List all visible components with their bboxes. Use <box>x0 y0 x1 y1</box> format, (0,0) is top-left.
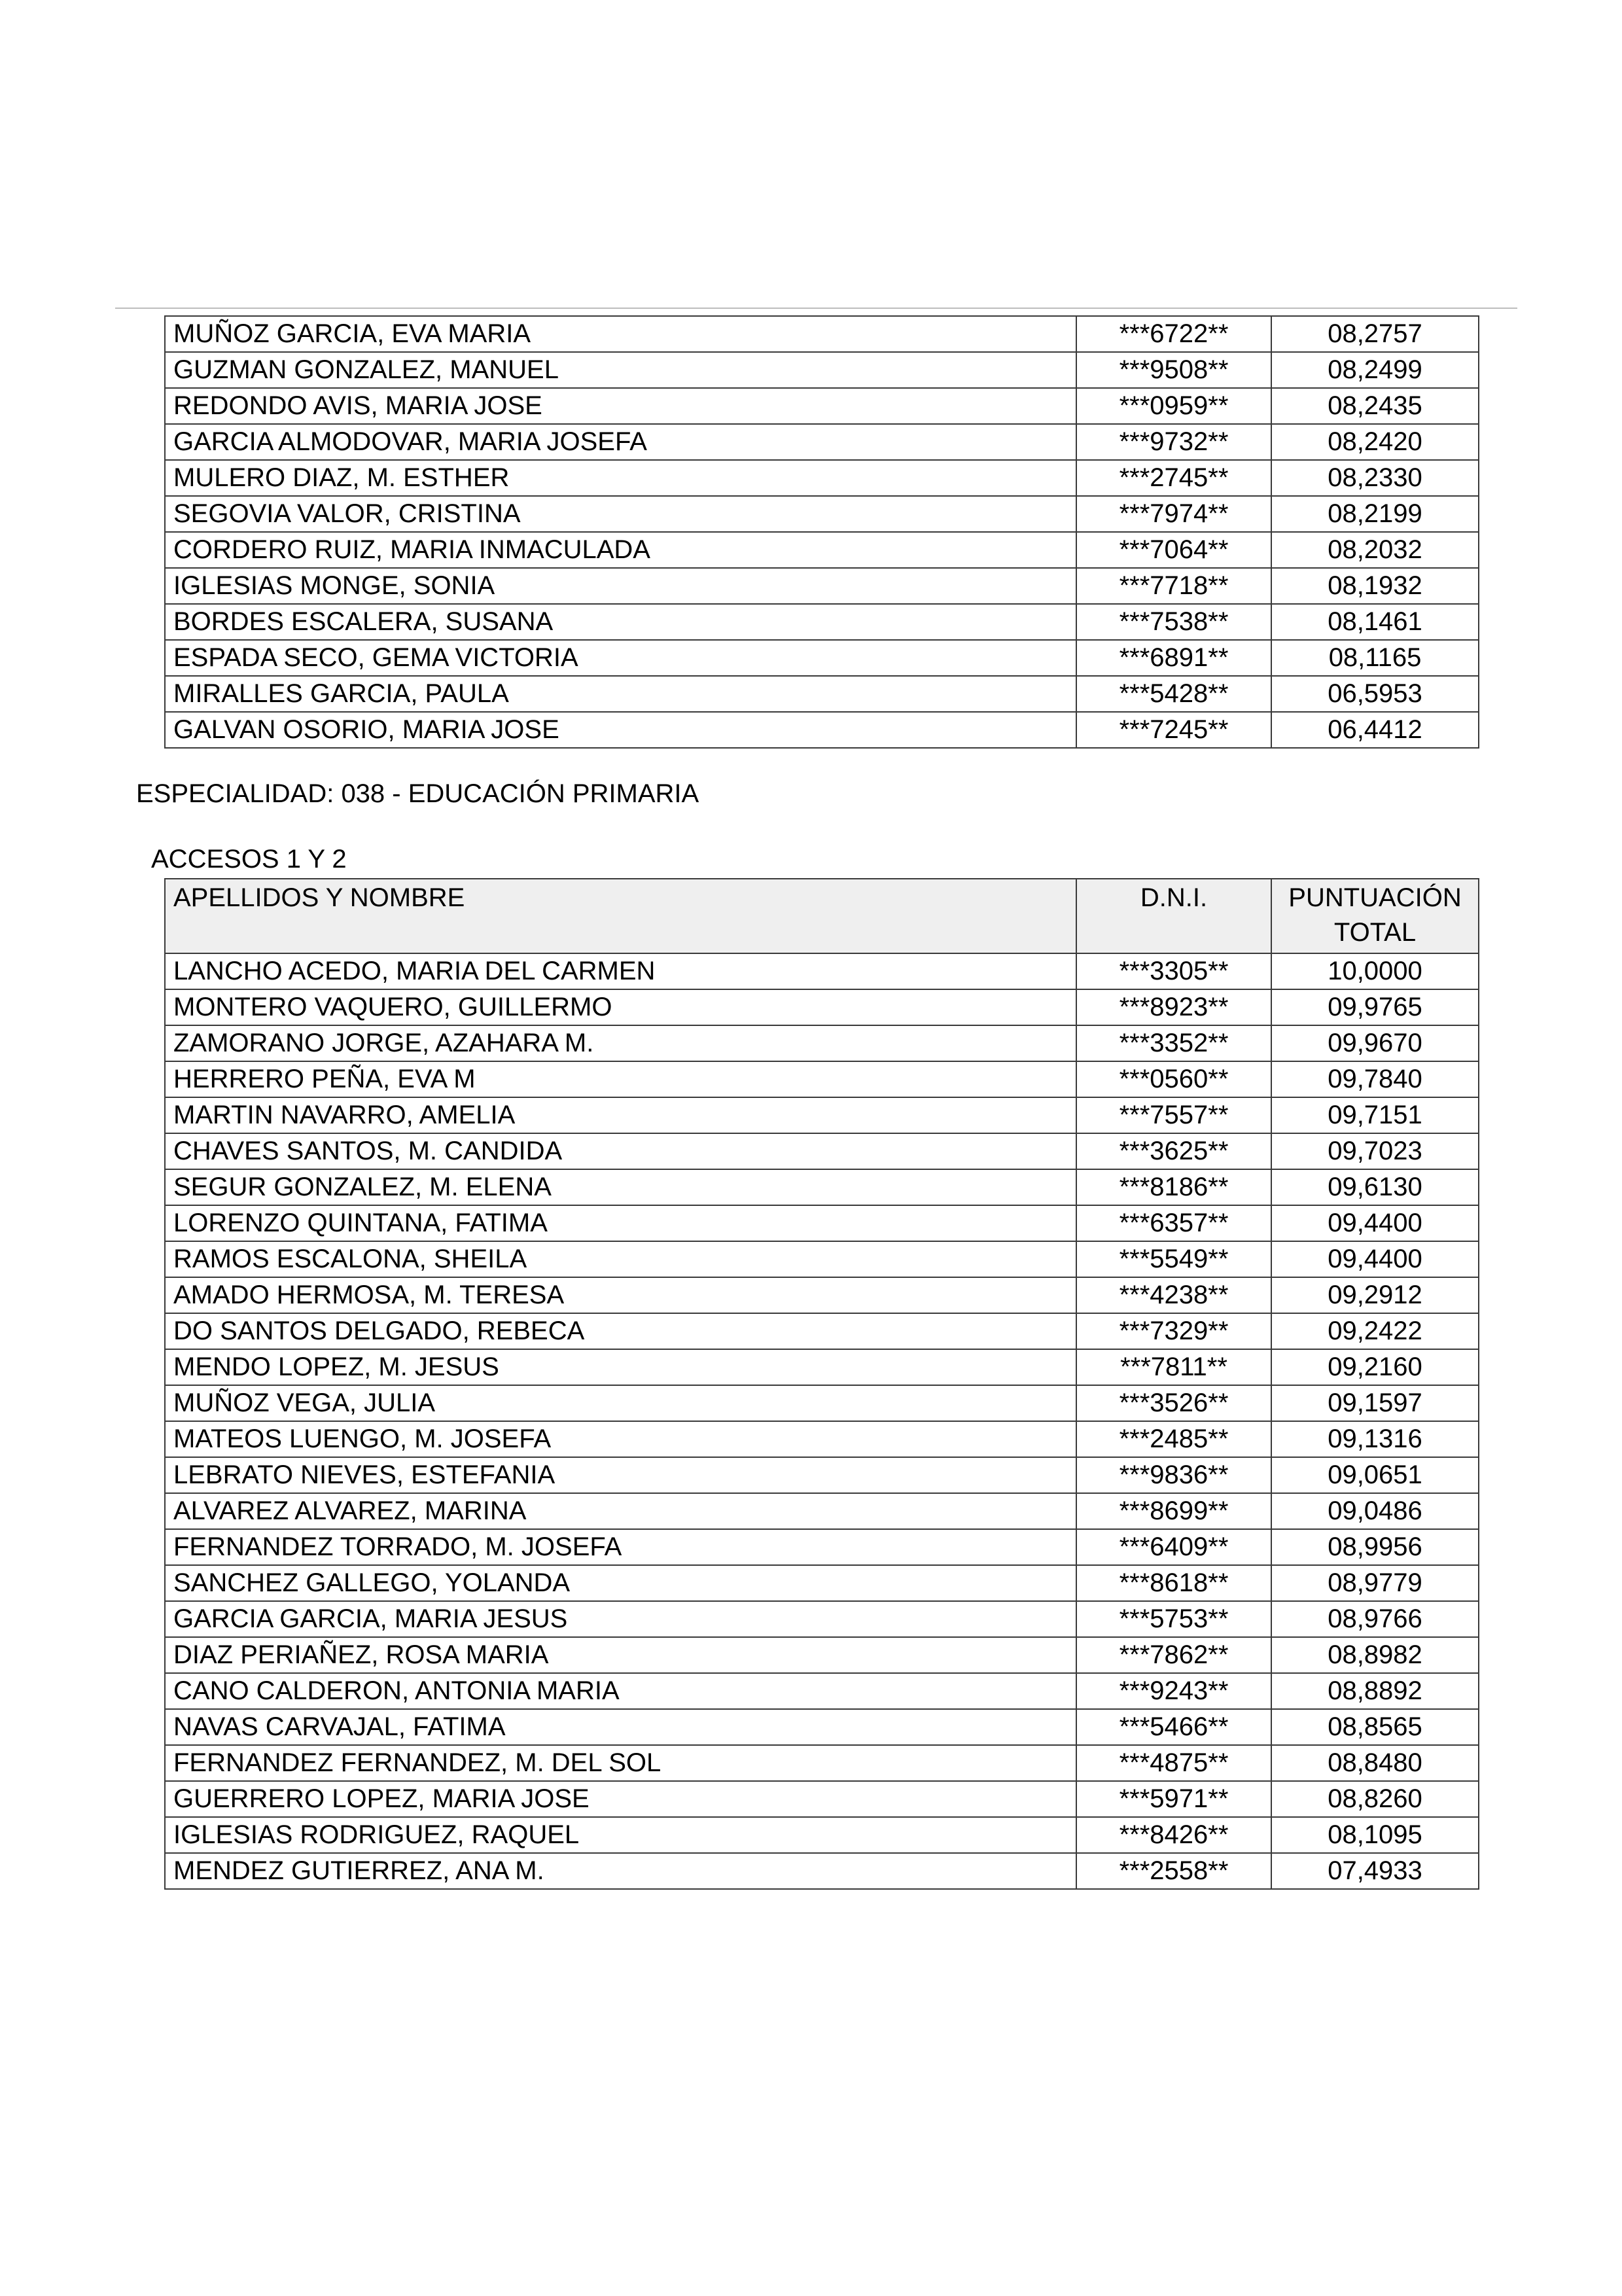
cell-dni: ***5466** <box>1076 1709 1271 1745</box>
table-row <box>165 1781 1479 1817</box>
table-row <box>165 1385 1479 1421</box>
table-row <box>165 1529 1479 1565</box>
cell-dni: ***9836** <box>1076 1457 1271 1493</box>
table-row <box>165 496 1479 532</box>
cell-name: MULERO DIAZ, M. ESTHER <box>165 460 1076 496</box>
cell-score: 09,0651 <box>1271 1457 1479 1493</box>
cell-dni: ***2745** <box>1076 460 1271 496</box>
cell-dni: ***6357** <box>1076 1205 1271 1241</box>
cell-name: DIAZ PERIAÑEZ, ROSA MARIA <box>165 1637 1076 1673</box>
cell-score: 08,2499 <box>1271 352 1479 388</box>
cell-dni: ***7811** <box>1076 1349 1271 1385</box>
cell-name: ESPADA SECO, GEMA VICTORIA <box>165 640 1076 676</box>
cell-dni: ***3526** <box>1076 1385 1271 1421</box>
cell-name: FERNANDEZ TORRADO, M. JOSEFA <box>165 1529 1076 1565</box>
cell-dni: ***5428** <box>1076 676 1271 712</box>
cell-score: 08,1932 <box>1271 568 1479 604</box>
cell-dni: ***9243** <box>1076 1673 1271 1709</box>
table-row <box>165 1061 1479 1097</box>
cell-dni: ***0959** <box>1076 388 1271 424</box>
cell-dni: ***6409** <box>1076 1529 1271 1565</box>
table-row <box>165 1745 1479 1781</box>
cell-name: MENDEZ GUTIERREZ, ANA M. <box>165 1853 1076 1889</box>
table-row <box>165 1277 1479 1313</box>
cell-name: CHAVES SANTOS, M. CANDIDA <box>165 1133 1076 1169</box>
cell-dni: ***0560** <box>1076 1061 1271 1097</box>
cell-score: 08,2420 <box>1271 424 1479 460</box>
cell-score: 09,7023 <box>1271 1133 1479 1169</box>
cell-name: SEGOVIA VALOR, CRISTINA <box>165 496 1076 532</box>
table-row <box>165 424 1479 460</box>
page-top-rule <box>115 308 1517 309</box>
cell-score: 08,8480 <box>1271 1745 1479 1781</box>
table-row <box>165 640 1479 676</box>
cell-dni: ***3305** <box>1076 953 1271 989</box>
cell-dni: ***5971** <box>1076 1781 1271 1817</box>
column-header-score: PUNTUACIÓN TOTAL <box>1271 879 1479 953</box>
cell-name: SANCHEZ GALLEGO, YOLANDA <box>165 1565 1076 1601</box>
cell-dni: ***8426** <box>1076 1817 1271 1853</box>
cell-name: GUERRERO LOPEZ, MARIA JOSE <box>165 1781 1076 1817</box>
cell-score: 08,8982 <box>1271 1637 1479 1673</box>
cell-score: 09,9765 <box>1271 989 1479 1025</box>
cell-dni: ***7329** <box>1076 1313 1271 1349</box>
cell-dni: ***8923** <box>1076 989 1271 1025</box>
cell-name: MUÑOZ GARCIA, EVA MARIA <box>165 316 1076 352</box>
cell-score: 08,9956 <box>1271 1529 1479 1565</box>
table-row <box>165 352 1479 388</box>
cell-score: 09,2912 <box>1271 1277 1479 1313</box>
table-row <box>165 1565 1479 1601</box>
cell-score: 08,8565 <box>1271 1709 1479 1745</box>
cell-dni: ***7538** <box>1076 604 1271 640</box>
cell-dni: ***9732** <box>1076 424 1271 460</box>
table-row <box>165 989 1479 1025</box>
table-row <box>165 1637 1479 1673</box>
cell-name: IGLESIAS RODRIGUEZ, RAQUEL <box>165 1817 1076 1853</box>
cell-dni: ***7862** <box>1076 1637 1271 1673</box>
table-body <box>165 316 1479 748</box>
cell-name: ALVAREZ ALVAREZ, MARINA <box>165 1493 1076 1529</box>
table-row <box>165 1853 1479 1889</box>
cell-name: MUÑOZ VEGA, JULIA <box>165 1385 1076 1421</box>
cell-dni: ***5549** <box>1076 1241 1271 1277</box>
table-row <box>165 1025 1479 1061</box>
cell-name: FERNANDEZ FERNANDEZ, M. DEL SOL <box>165 1745 1076 1781</box>
table-row <box>165 1133 1479 1169</box>
cell-score: 09,9670 <box>1271 1025 1479 1061</box>
cell-score: 08,8892 <box>1271 1673 1479 1709</box>
cell-name: GARCIA ALMODOVAR, MARIA JOSEFA <box>165 424 1076 460</box>
table-row <box>165 1421 1479 1457</box>
cell-score: 09,2422 <box>1271 1313 1479 1349</box>
table-row <box>165 676 1479 712</box>
cell-score: 08,2199 <box>1271 496 1479 532</box>
cell-name: MENDO LOPEZ, M. JESUS <box>165 1349 1076 1385</box>
cell-score: 08,9766 <box>1271 1601 1479 1637</box>
cell-dni: ***7064** <box>1076 532 1271 568</box>
table-row <box>165 1313 1479 1349</box>
cell-dni: ***3625** <box>1076 1133 1271 1169</box>
cell-dni: ***7557** <box>1076 1097 1271 1133</box>
cell-score: 08,1165 <box>1271 640 1479 676</box>
table-row <box>165 1709 1479 1745</box>
results-table-continued <box>164 315 1479 749</box>
cell-name: HERRERO PEÑA, EVA M <box>165 1061 1076 1097</box>
cell-name: RAMOS ESCALONA, SHEILA <box>165 1241 1076 1277</box>
cell-name: LORENZO QUINTANA, FATIMA <box>165 1205 1076 1241</box>
cell-score: 09,1597 <box>1271 1385 1479 1421</box>
cell-score: 07,4933 <box>1271 1853 1479 1889</box>
cell-dni: ***7974** <box>1076 496 1271 532</box>
cell-dni: ***8699** <box>1076 1493 1271 1529</box>
cell-score: 09,7151 <box>1271 1097 1479 1133</box>
cell-score: 09,0486 <box>1271 1493 1479 1529</box>
cell-score: 08,8260 <box>1271 1781 1479 1817</box>
table-row <box>165 1205 1479 1241</box>
specialty-heading: ESPECIALIDAD: 038 - EDUCACIÓN PRIMARIA <box>136 779 699 808</box>
column-header-dni: D.N.I. <box>1076 879 1271 953</box>
cell-score: 06,5953 <box>1271 676 1479 712</box>
table-row <box>165 953 1479 989</box>
cell-score: 08,2032 <box>1271 532 1479 568</box>
cell-dni: ***8618** <box>1076 1565 1271 1601</box>
column-header-name: APELLIDOS Y NOMBRE <box>165 879 1076 953</box>
cell-score: 09,4400 <box>1271 1205 1479 1241</box>
table-row <box>165 1673 1479 1709</box>
cell-dni: ***8186** <box>1076 1169 1271 1205</box>
table-row <box>165 1349 1479 1385</box>
cell-dni: ***4875** <box>1076 1745 1271 1781</box>
cell-name: MARTIN NAVARRO, AMELIA <box>165 1097 1076 1133</box>
table-body <box>165 953 1479 1889</box>
cell-name: MIRALLES GARCIA, PAULA <box>165 676 1076 712</box>
cell-score: 08,9779 <box>1271 1565 1479 1601</box>
cell-name: REDONDO AVIS, MARIA JOSE <box>165 388 1076 424</box>
cell-dni: ***7718** <box>1076 568 1271 604</box>
cell-name: GUZMAN GONZALEZ, MANUEL <box>165 352 1076 388</box>
cell-dni: ***4238** <box>1076 1277 1271 1313</box>
table-row <box>165 712 1479 748</box>
cell-name: GALVAN OSORIO, MARIA JOSE <box>165 712 1076 748</box>
cell-score: 08,2330 <box>1271 460 1479 496</box>
cell-name: CANO CALDERON, ANTONIA MARIA <box>165 1673 1076 1709</box>
table-row <box>165 460 1479 496</box>
table-row <box>165 604 1479 640</box>
table-row <box>165 1241 1479 1277</box>
cell-dni: ***9508** <box>1076 352 1271 388</box>
cell-score: 08,2435 <box>1271 388 1479 424</box>
table-header-row <box>165 879 1479 953</box>
cell-name: CORDERO RUIZ, MARIA INMACULADA <box>165 532 1076 568</box>
table-row <box>165 1817 1479 1853</box>
cell-dni: ***6891** <box>1076 640 1271 676</box>
table-row <box>165 1097 1479 1133</box>
cell-dni: ***3352** <box>1076 1025 1271 1061</box>
cell-score: 09,7840 <box>1271 1061 1479 1097</box>
cell-dni: ***7245** <box>1076 712 1271 748</box>
cell-dni: ***6722** <box>1076 316 1271 352</box>
cell-name: MONTERO VAQUERO, GUILLERMO <box>165 989 1076 1025</box>
cell-score: 08,1095 <box>1271 1817 1479 1853</box>
cell-score: 09,6130 <box>1271 1169 1479 1205</box>
cell-name: SEGUR GONZALEZ, M. ELENA <box>165 1169 1076 1205</box>
cell-score: 09,1316 <box>1271 1421 1479 1457</box>
cell-score: 06,4412 <box>1271 712 1479 748</box>
table-row <box>165 316 1479 352</box>
cell-dni: ***2485** <box>1076 1421 1271 1457</box>
table-row <box>165 388 1479 424</box>
cell-score: 09,4400 <box>1271 1241 1479 1277</box>
table-row <box>165 568 1479 604</box>
cell-name: LANCHO ACEDO, MARIA DEL CARMEN <box>165 953 1076 989</box>
cell-score: 08,1461 <box>1271 604 1479 640</box>
cell-score: 10,0000 <box>1271 953 1479 989</box>
access-heading: ACCESOS 1 Y 2 <box>151 845 347 874</box>
table-row <box>165 1601 1479 1637</box>
cell-name: DO SANTOS DELGADO, REBECA <box>165 1313 1076 1349</box>
cell-name: AMADO HERMOSA, M. TERESA <box>165 1277 1076 1313</box>
table-row <box>165 1169 1479 1205</box>
cell-score: 08,2757 <box>1271 316 1479 352</box>
table-row <box>165 532 1479 568</box>
cell-name: IGLESIAS MONGE, SONIA <box>165 568 1076 604</box>
cell-name: NAVAS CARVAJAL, FATIMA <box>165 1709 1076 1745</box>
cell-name: MATEOS LUENGO, M. JOSEFA <box>165 1421 1076 1457</box>
cell-name: GARCIA GARCIA, MARIA JESUS <box>165 1601 1076 1637</box>
cell-name: ZAMORANO JORGE, AZAHARA M. <box>165 1025 1076 1061</box>
cell-score: 09,2160 <box>1271 1349 1479 1385</box>
cell-dni: ***2558** <box>1076 1853 1271 1889</box>
table-row <box>165 1457 1479 1493</box>
table-row <box>165 1493 1479 1529</box>
cell-name: BORDES ESCALERA, SUSANA <box>165 604 1076 640</box>
results-table-primary-education <box>164 878 1479 1890</box>
cell-dni: ***5753** <box>1076 1601 1271 1637</box>
cell-name: LEBRATO NIEVES, ESTEFANIA <box>165 1457 1076 1493</box>
